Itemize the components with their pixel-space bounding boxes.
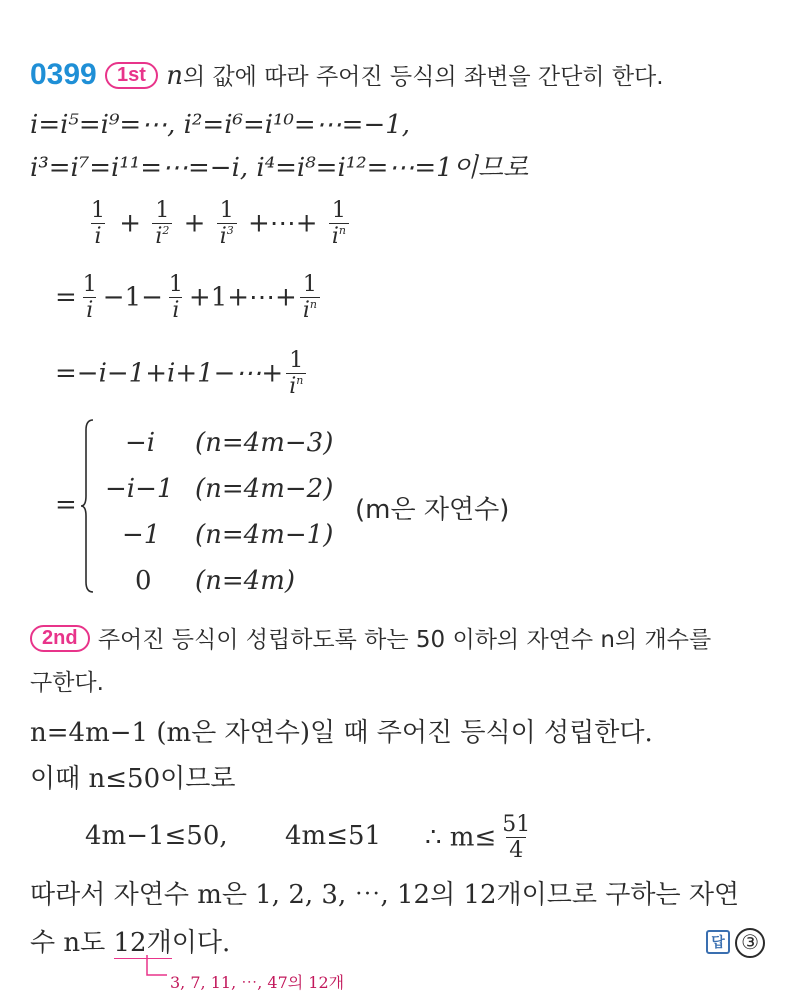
fraction-1-over-i: $\frac{1}{i}$ <box>91 198 105 250</box>
case-condition-2: (n=4m−2) <box>195 474 334 504</box>
inequality-2: 4m≤51 <box>285 821 382 851</box>
case-value-2: −i−1 <box>105 474 174 504</box>
sum-expression <box>85 198 352 251</box>
problem-number: 0399 <box>30 58 97 91</box>
step-equation-2: =−i−1+i+1−⋯+ $\frac{1}{i^n}$ <box>55 348 309 401</box>
fraction-1-over-i2: $\frac{1}{i^2}$ <box>152 198 172 251</box>
case-value-4: 0 <box>135 566 152 596</box>
footnote: 3, 7, 11, ⋯, 47의 12개 <box>170 973 345 992</box>
step2-line-2: 구한다. <box>30 670 104 696</box>
step1-description: 의 값에 따라 주어진 등식의 좌변을 간단히 한다. <box>182 64 664 90</box>
powers-line-1: i=i⁵=i⁹=⋯, i²=i⁶=i¹⁰=⋯=−1, <box>30 110 411 140</box>
op-plus: + <box>183 208 206 239</box>
underlined-answer: 12개 <box>113 928 172 958</box>
inequality-1: 4m−1≤50, <box>85 821 228 851</box>
cases-brace <box>80 418 94 594</box>
answer-label-icon: 답 <box>706 930 730 954</box>
case-value-3: −1 <box>122 520 161 550</box>
body-line-3: 따라서 자연수 m은 1, 2, 3, ⋯, 12의 12개이므로 구하는 자연 <box>30 880 740 910</box>
step-equation-1: = $\frac{1}{i}$ −1− $\frac{1}{i}$ +1+⋯+ $\frac{1}{i^n}$ <box>55 272 323 325</box>
answer <box>706 928 765 958</box>
op-plus-ellipsis: +⋯+ <box>248 208 318 239</box>
fraction-1-over-i3: $\frac{1}{i^3}$ <box>217 198 237 251</box>
op-plus: + <box>119 208 142 239</box>
step2-line-1 <box>30 625 711 652</box>
case-value-1: −i <box>125 428 156 458</box>
case-condition-1: (n=4m−3) <box>195 428 334 458</box>
powers-line-2: i³=i⁷=i¹¹=⋯=−i, i⁴=i⁸=i¹²=⋯=1이므로 <box>30 153 529 183</box>
case-condition-3: (n=4m−1) <box>195 520 334 550</box>
body-line-2: 이때 n≤50이므로 <box>30 764 236 794</box>
step1-tag: 1st <box>105 62 158 89</box>
step1-var: n <box>166 61 183 91</box>
footnote-connector <box>145 955 167 981</box>
inequality-3: ∴ m≤ $\frac{51}{4}$ <box>425 812 531 864</box>
case-condition-4: (n=4m) <box>195 566 296 596</box>
cases-equals: = <box>55 490 77 520</box>
answer-choice: ③ <box>735 928 765 958</box>
cases-note: (m은 자연수) <box>355 495 510 525</box>
body-line-4: 수 n도 12개이다. <box>30 928 231 958</box>
step2-description: 주어진 등식이 성립하도록 하는 50 이하의 자연수 n의 개수를 <box>97 627 712 653</box>
step2-tag: 2nd <box>30 625 90 652</box>
fraction-1-over-in: $\frac{1}{i^n}$ <box>329 198 349 251</box>
body-line-1: n=4m−1 (m은 자연수)일 때 주어진 등식이 성립한다. <box>30 718 653 748</box>
problem-header <box>30 60 664 90</box>
